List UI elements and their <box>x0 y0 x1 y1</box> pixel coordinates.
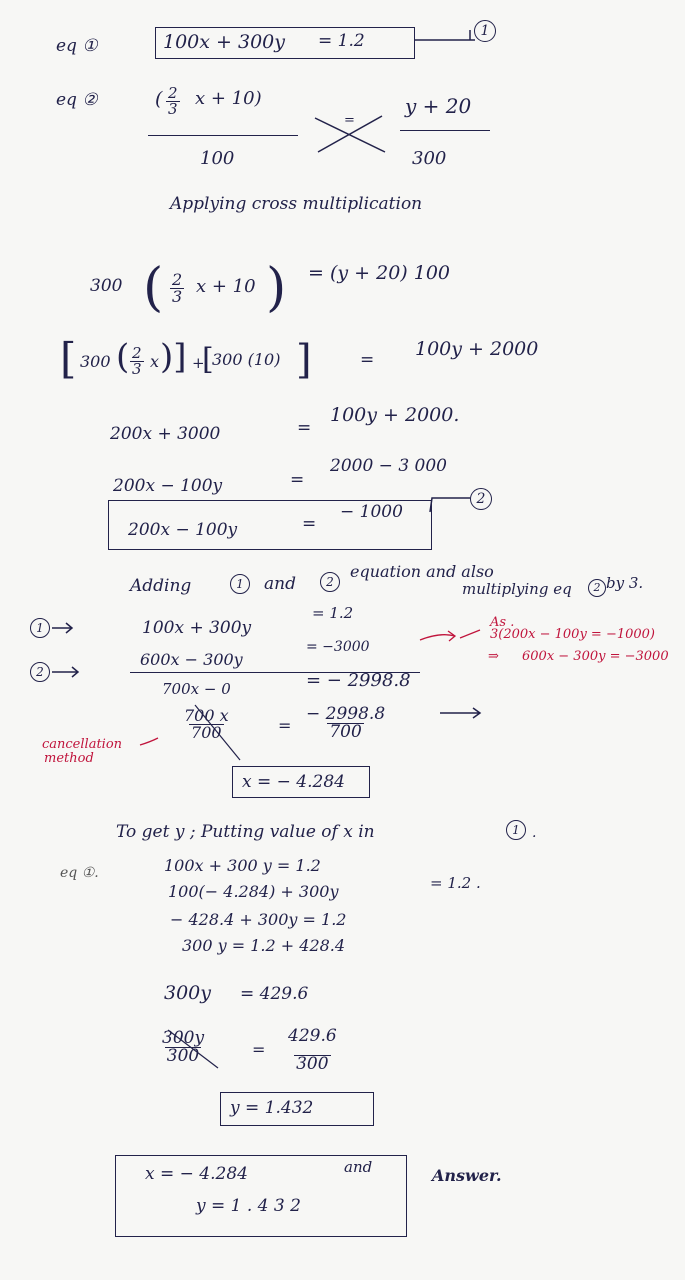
eq2-tag-connector <box>430 498 470 512</box>
as-note-line-2: 3(200x − 100y = −1000) <box>490 627 656 642</box>
circled-number: 2 <box>470 488 492 510</box>
s1-paren-close: ) <box>266 258 287 318</box>
row1-lhs: 100x + 300y <box>142 618 252 638</box>
eq2-num-left-pre: ( <box>155 88 163 110</box>
get-y-dot: . <box>532 825 537 841</box>
answer-label: Answer. <box>432 1166 502 1185</box>
s2-bracket-open-b: [ <box>202 342 214 377</box>
circled-number: 2 <box>588 579 606 597</box>
eq1-label: eq ① <box>56 36 98 56</box>
as-note-line-3: 600x − 300y = −3000 <box>522 649 669 664</box>
frac-den: 300 <box>166 1046 200 1066</box>
frac-den: 3 <box>132 360 142 378</box>
as-note-arrow: ⇒ <box>488 649 499 664</box>
eq2-den-right: 300 <box>412 148 447 169</box>
s1-left-pre: 300 <box>90 276 123 296</box>
final-and: and <box>344 1158 373 1176</box>
adding-text: Adding <box>130 576 192 596</box>
s5-lhs: 200x − 100y <box>128 520 238 540</box>
frac-den: 300 <box>296 1054 329 1074</box>
s3-eq: = <box>297 418 312 438</box>
row1-tag <box>30 618 50 638</box>
y-calc-eq: = <box>252 1040 266 1059</box>
cancel-note-l1: cancellation <box>42 737 123 752</box>
s1-paren-open: ( <box>143 258 164 318</box>
row2-rhs: = −3000 <box>306 639 370 655</box>
s2-eq: = <box>360 350 375 370</box>
get-y-circle <box>506 820 526 840</box>
eq1-rhs: = 1.2 <box>318 31 365 51</box>
s2-fraction <box>130 346 144 377</box>
final-y: y = 1 . 4 3 2 <box>196 1196 301 1216</box>
adding-c3 <box>588 578 606 597</box>
s2-rhs: 100y + 2000 <box>415 338 539 360</box>
eq1-tag <box>474 20 496 42</box>
adding-text-d: by 3. <box>606 574 644 592</box>
s2-paren-close: )] <box>160 337 187 377</box>
cancel-note-l2: method <box>44 751 94 766</box>
s2-bracket-open: [ <box>60 334 77 383</box>
s2-bracket-close: ] <box>296 337 312 383</box>
circled-number: 1 <box>474 20 496 42</box>
y-calc-left-fraction <box>160 1030 206 1065</box>
row2-arrow <box>52 667 78 677</box>
frac-num: 2 <box>168 84 178 102</box>
frac-num: 300y <box>162 1028 205 1048</box>
sub-l2: 100(− 4.284) + 300y <box>168 882 339 901</box>
get-y-text: To get y ; Putting value of x in <box>116 822 375 842</box>
s1-rhs: = (y + 20) 100 <box>308 262 450 284</box>
eq2-label: eq ② <box>56 90 98 110</box>
y-calc-l1-rhs: = 429.6 <box>240 984 309 1004</box>
circled-number: 2 <box>320 572 340 592</box>
row3-lhs: 700x − 0 <box>162 680 231 698</box>
sub-l1: 100x + 300 y = 1.2 <box>164 856 321 875</box>
s2-paren: ( <box>116 337 130 377</box>
y-result: y = 1.432 <box>230 1098 314 1118</box>
row1-arrow <box>52 623 72 633</box>
div-x-right-fraction <box>304 706 387 741</box>
frac-den: 700 <box>329 722 362 742</box>
circled-number: 1 <box>506 820 526 840</box>
y-calc-l1-lhs: 300y <box>164 982 211 1004</box>
step-title: Applying cross multiplication <box>170 194 423 214</box>
eq2-small-fraction <box>166 86 180 117</box>
frac-num: 2 <box>172 270 183 289</box>
final-x: x = − 4.284 <box>145 1164 248 1184</box>
frac-den: 700 <box>191 723 222 742</box>
frac-num: 429.6 <box>288 1026 337 1046</box>
sub-l4: 300 y = 1.2 + 428.4 <box>182 936 346 955</box>
s3-rhs: 100y + 2000. <box>330 404 460 426</box>
eq1-lhs: 100x + 300y <box>163 31 285 53</box>
s2-part-a-post: x <box>150 352 160 371</box>
div-x-eq: = <box>278 716 292 735</box>
s4-eq: = <box>290 470 305 490</box>
frac-den: 3 <box>168 100 178 118</box>
sub-l2-rhs: = 1.2 . <box>430 874 481 892</box>
eq2-num-right: y + 20 <box>405 94 472 118</box>
frac-den: 3 <box>172 287 183 306</box>
frac-num: 700 x <box>184 706 229 725</box>
s4-rhs: 2000 − 3 000 <box>330 456 447 476</box>
adding-c2 <box>320 572 340 592</box>
row3-rhs: = − 2998.8 <box>306 670 411 691</box>
as-note-title: As . <box>490 615 515 630</box>
adding-c1 <box>230 574 250 594</box>
red-arrow-2 <box>460 630 480 638</box>
s5-tag <box>470 488 492 510</box>
eq2-right-bar <box>400 130 490 131</box>
div-x-left-fraction <box>182 708 231 741</box>
circled-number: 1 <box>230 574 250 594</box>
s1-fraction <box>170 272 184 305</box>
row2-lhs: 600x − 300y <box>140 650 243 669</box>
red-arrow-1 <box>420 631 455 641</box>
circled-number: 1 <box>30 618 50 638</box>
right-arrow <box>440 708 480 718</box>
s5-rhs: − 1000 <box>340 502 403 522</box>
frac-num: 2 <box>132 344 142 362</box>
row2-tag <box>30 662 50 682</box>
sub-l3: − 428.4 + 300y = 1.2 <box>170 910 347 929</box>
cancel-arrow <box>140 738 158 745</box>
s4-lhs: 200x − 100y <box>113 476 223 496</box>
eq2-num-left-post: x + 10) <box>195 88 262 109</box>
s2-part-a-pre: 300 <box>80 352 111 371</box>
eq2-den-left: 100 <box>200 148 235 169</box>
s2-part-b: 300 (10) <box>212 350 281 369</box>
s3-lhs: 200x + 3000 <box>110 424 221 444</box>
eq2-left-bar <box>148 135 298 136</box>
s2-plus: + <box>192 354 205 372</box>
adding-text-c: multiplying eq <box>462 580 572 598</box>
adding-text-b: equation and also <box>350 562 494 581</box>
circled-number: 2 <box>30 662 50 682</box>
eq2-cross-eq: = <box>344 113 355 128</box>
x-result: x = − 4.284 <box>242 772 345 792</box>
y-calc-right-fraction <box>286 1028 339 1073</box>
eq1-ref: eq ①. <box>60 865 99 881</box>
frac-num: − 2998.8 <box>306 704 386 724</box>
s5-eq: = <box>302 514 317 534</box>
row1-rhs: = 1.2 <box>312 604 354 622</box>
adding-and: and <box>264 574 296 594</box>
eq1-tag-connector <box>415 30 475 40</box>
s1-left-post: x + 10 <box>196 276 256 297</box>
